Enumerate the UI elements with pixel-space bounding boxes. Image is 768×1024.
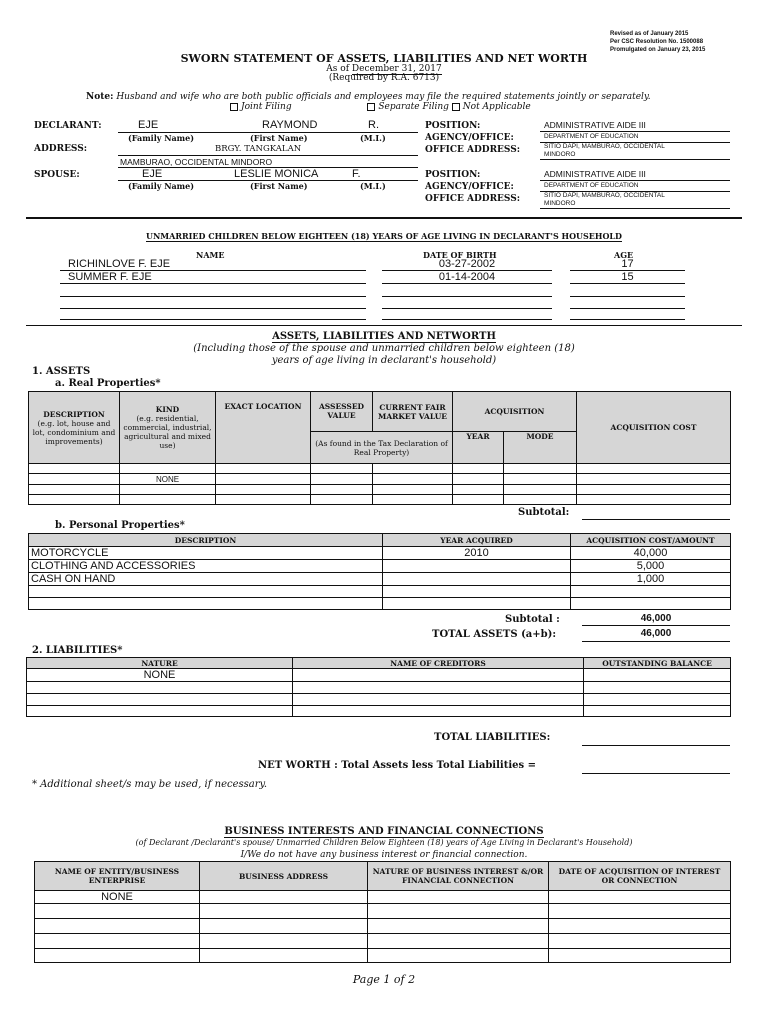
personal-cost[interactable]: 40,000 — [571, 547, 731, 560]
subtotal-line — [582, 625, 730, 626]
business-title-text: BUSINESS INTERESTS AND FINANCIAL CONNECTIONS — [224, 826, 544, 837]
table-cell[interactable] — [216, 474, 311, 485]
table-cell[interactable] — [584, 682, 731, 694]
as-of-label: As of — [326, 64, 350, 74]
col-description-label: DESCRIPTION — [43, 409, 105, 419]
personal-subtotal-label: Subtotal : — [505, 614, 560, 625]
table-cell[interactable] — [368, 949, 549, 963]
table-cell[interactable] — [200, 891, 368, 904]
tax-declaration-note: (As found in the Tax Declaration of Real Property) — [311, 432, 453, 464]
personal-properties-heading: b. Personal Properties* — [55, 520, 185, 531]
col-mode: MODE — [504, 432, 577, 464]
separate-filing-label: Separate Filing — [378, 102, 449, 112]
as-of-date: December 31, 2017 — [351, 64, 442, 74]
personal-description[interactable]: CLOTHING AND ACCESSORIES — [29, 560, 383, 573]
table-cell[interactable] — [293, 706, 584, 717]
table-cell[interactable] — [453, 474, 504, 485]
liabilities-table — [26, 657, 731, 717]
agency-label: AGENCY/OFFICE: — [425, 133, 514, 143]
checkbox-icon — [452, 103, 460, 111]
table-cell[interactable] — [571, 586, 731, 598]
col-assessed-value: ASSESSED VALUE — [311, 392, 373, 432]
real-subtotal-line — [582, 519, 730, 520]
col-date-of-acquisition: DATE OF ACQUISITION OF INTEREST OR CONNECTION — [549, 862, 731, 891]
personal-subtotal-value: 46,000 — [640, 613, 672, 624]
not-applicable-option[interactable] — [452, 102, 531, 112]
table-cell[interactable] — [311, 464, 373, 474]
revision-line: Per CSC Resolution No. 1500088 — [610, 39, 704, 45]
col-kind — [120, 392, 216, 464]
table-cell[interactable] — [35, 934, 200, 949]
col-description-sub: (e.g. lot, house and lot, condominium and improvements) — [32, 418, 116, 446]
office-underline — [540, 208, 730, 209]
table-row — [29, 560, 731, 573]
col-balance: OUTSTANDING BALANCE — [584, 658, 731, 669]
table-cell[interactable] — [368, 919, 549, 934]
col-description: DESCRIPTION — [29, 534, 383, 547]
alnw-title — [0, 331, 768, 342]
position-label: POSITION: — [425, 121, 481, 131]
col-nature-of-interest: NATURE OF BUSINESS INTEREST &/OR FINANCIAL CONNECTION — [368, 862, 549, 891]
business-none-cell[interactable]: NONE — [35, 891, 200, 904]
total-assets-label: TOTAL ASSETS (a+b): — [432, 629, 557, 640]
real-properties-table — [28, 391, 731, 505]
children-col-dob: DATE OF BIRTH — [423, 250, 497, 260]
liabilities-heading: 2. LIABILITIES* — [32, 645, 123, 656]
family-name-caption: (Family Name) — [128, 133, 195, 143]
note-line — [86, 92, 651, 102]
table-cell[interactable] — [216, 495, 311, 505]
form-title: SWORN STATEMENT OF ASSETS, LIABILITIES AND NET WORTH — [180, 52, 588, 65]
personal-cost[interactable]: 1,000 — [571, 573, 731, 586]
table-cell[interactable] — [200, 949, 368, 963]
children-col-age: AGE — [614, 250, 634, 260]
declarant-position[interactable]: ADMINISTRATIVE AIDE III — [544, 120, 646, 130]
office-address-label: OFFICE ADDRESS: — [425, 145, 521, 155]
col-year-acquired: YEAR ACQUIRED — [383, 534, 571, 547]
table-cell[interactable] — [27, 706, 293, 717]
table-cell[interactable] — [549, 949, 731, 963]
table-cell[interactable] — [504, 474, 577, 485]
children-title-text: UNMARRIED CHILDREN BELOW EIGHTEEN (18) YEARS OF AGE LIVING IN DECLARANT'S HOUSEHOLD — [146, 231, 622, 241]
net-worth-line — [582, 773, 730, 774]
position-underline — [540, 131, 730, 132]
table-cell[interactable] — [216, 464, 311, 474]
table-cell[interactable] — [200, 934, 368, 949]
separate-filing-option[interactable] — [367, 102, 449, 112]
declarant-agency[interactable]: DEPARTMENT OF EDUCATION — [544, 133, 639, 140]
business-table — [34, 861, 731, 963]
total-liabilities-line — [582, 745, 730, 746]
filing-options — [230, 102, 531, 112]
children-col-name: NAME — [196, 250, 225, 260]
family-name-caption: (Family Name) — [128, 181, 195, 191]
declarant-label: DECLARANT: — [34, 121, 102, 131]
col-kind-label: KIND — [155, 405, 180, 414]
table-cell[interactable] — [584, 706, 731, 717]
table-cell[interactable] — [200, 904, 368, 919]
table-cell[interactable] — [293, 694, 584, 706]
spouse-office-address-2[interactable]: MINDORO — [544, 200, 576, 207]
revision-line: Revised as of January 2015 — [610, 31, 689, 37]
col-acquisition: ACQUISITION — [453, 392, 577, 432]
real-subtotal-label: Subtotal: — [518, 507, 570, 518]
col-business-address: BUSINESS ADDRESS — [200, 862, 368, 891]
mi-caption: (M.I.) — [360, 181, 386, 191]
liabilities-none-cell[interactable]: NONE — [27, 669, 293, 682]
declarant-family-name[interactable]: EJE — [138, 119, 159, 131]
business-subtitle: (of Declarant /Declarant's spouse/ Unmarried Children Below Eighteen (18) years of Age Living in Declarant's Household) — [135, 838, 633, 847]
table-cell[interactable] — [571, 598, 731, 610]
child-name[interactable]: SUMMER F. EJE — [68, 271, 152, 283]
joint-filing-option[interactable] — [230, 102, 292, 112]
table-cell[interactable] — [373, 495, 453, 505]
note-text: Husband and wife who are both public officials and employees may file the required statements jointly or separately. — [116, 92, 651, 102]
table-cell[interactable] — [549, 891, 731, 904]
table-cell[interactable] — [27, 682, 293, 694]
col-creditors: NAME OF CREDITORS — [293, 658, 584, 669]
spouse-position[interactable]: ADMINISTRATIVE AIDE III — [544, 169, 646, 179]
child-age[interactable]: 17 — [621, 258, 634, 270]
table-cell[interactable] — [453, 495, 504, 505]
table-cell[interactable] — [35, 919, 200, 934]
declarant-office-address-1[interactable]: SITIO DAPI, MAMBURAO, OCCIDENTAL — [544, 143, 665, 150]
section-divider — [26, 217, 742, 219]
table-cell[interactable] — [35, 904, 200, 919]
personal-description[interactable]: MOTORCYCLE — [29, 547, 383, 560]
required-line: (Required by R.A. 6713) — [328, 73, 440, 83]
spouse-agency[interactable]: DEPARTMENT OF EDUCATION — [544, 182, 639, 189]
personal-year[interactable]: 2010 — [383, 547, 571, 560]
child-name[interactable]: RICHINLOVE F. EJE — [68, 258, 171, 270]
office-address-label: OFFICE ADDRESS: — [425, 194, 521, 204]
alnw-subtitle: (Including those of the spouse and unmarried children below eighteen (18) — [193, 343, 575, 354]
table-cell[interactable] — [453, 485, 504, 495]
col-acquisition-cost: ACQUISITION COST — [577, 392, 731, 464]
address-underline — [118, 155, 418, 156]
children-title — [0, 231, 768, 241]
section-divider — [26, 325, 742, 326]
table-cell[interactable] — [577, 474, 731, 485]
spouse-family-name[interactable]: EJE — [142, 168, 163, 180]
real-properties-heading: a. Real Properties* — [55, 378, 161, 389]
table-row — [29, 573, 731, 586]
table-cell[interactable] — [453, 464, 504, 474]
table-cell[interactable] — [383, 598, 571, 610]
child-dob[interactable]: 01-14-2004 — [438, 271, 496, 283]
spouse-office-address-1[interactable]: SITIO DAPI, MAMBURAO, OCCIDENTAL — [544, 192, 665, 199]
table-cell[interactable] — [311, 474, 373, 485]
child-dob[interactable]: 03-27-2002 — [438, 258, 496, 270]
personal-description[interactable]: CASH ON HAND — [29, 573, 383, 586]
position-label: POSITION: — [425, 170, 481, 180]
position-underline — [540, 180, 730, 181]
table-cell[interactable] — [29, 464, 120, 474]
table-cell[interactable] — [577, 485, 731, 495]
spouse-first-name[interactable]: LESLIE MONICA — [234, 168, 319, 180]
mi-caption: (M.I.) — [360, 133, 386, 143]
table-cell[interactable] — [216, 485, 311, 495]
table-cell[interactable] — [504, 464, 577, 474]
col-kind-sub: (e.g. residential, commercial, industrial, agricultural and mixed use) — [123, 414, 212, 450]
col-nature: NATURE — [27, 658, 293, 669]
joint-filing-label: Joint Filing — [241, 102, 292, 112]
table-cell[interactable] — [373, 464, 453, 474]
col-year: YEAR — [453, 432, 504, 464]
table-cell[interactable] — [29, 586, 383, 598]
page-number: Page 1 of 2 — [352, 973, 416, 986]
real-none-cell[interactable]: NONE — [120, 474, 216, 485]
table-cell[interactable] — [584, 669, 731, 682]
table-cell[interactable] — [29, 598, 383, 610]
table-cell[interactable] — [577, 495, 731, 505]
table-cell[interactable] — [584, 694, 731, 706]
office-underline — [540, 159, 730, 160]
business-statement[interactable]: I/We do not have any business interest or financial connection. — [240, 850, 528, 860]
table-cell[interactable] — [120, 485, 216, 495]
spouse-label: SPOUSE: — [34, 170, 80, 180]
assets-heading: 1. ASSETS — [32, 366, 91, 377]
table-cell[interactable] — [311, 485, 373, 495]
business-title — [0, 826, 768, 837]
table-cell[interactable] — [29, 474, 120, 485]
declarant-office-address-2[interactable]: MINDORO — [544, 151, 576, 158]
additional-sheets-note: * Additional sheet/s may be used, if necessary. — [32, 779, 268, 790]
col-fair-market-value: CURRENT FAIR MARKET VALUE — [373, 392, 453, 432]
col-entity-name: NAME OF ENTITY/BUSINESS ENTERPRISE — [35, 862, 200, 891]
table-cell[interactable] — [373, 474, 453, 485]
personal-cost[interactable]: 5,000 — [571, 560, 731, 573]
table-cell[interactable] — [549, 934, 731, 949]
table-cell[interactable] — [293, 669, 584, 682]
col-location: EXACT LOCATION — [216, 392, 311, 464]
table-cell[interactable] — [29, 485, 120, 495]
table-cell[interactable] — [504, 485, 577, 495]
personal-year[interactable] — [383, 573, 571, 586]
col-description — [29, 392, 120, 464]
spouse-mi[interactable]: F. — [352, 168, 361, 180]
address-label: ADDRESS: — [34, 144, 88, 154]
total-assets-line — [582, 641, 730, 642]
table-cell[interactable] — [120, 495, 216, 505]
revision-note — [610, 30, 705, 54]
alnw-subtitle: years of age living in declarant's household) — [271, 355, 497, 366]
table-cell[interactable] — [549, 904, 731, 919]
checkbox-icon — [367, 103, 375, 111]
table-cell[interactable] — [368, 891, 549, 904]
agency-label: AGENCY/OFFICE: — [425, 182, 514, 192]
table-cell[interactable] — [549, 919, 731, 934]
net-worth-label: NET WORTH : Total Assets less Total Liabilities = — [258, 760, 536, 771]
not-applicable-label: Not Applicable — [462, 102, 531, 112]
col-acquisition-cost: ACQUISITION COST/AMOUNT — [571, 534, 731, 547]
table-row — [29, 547, 731, 560]
address-line-1[interactable]: BRGY. TANGKALAN — [215, 144, 302, 154]
table-cell[interactable] — [120, 464, 216, 474]
revision-line: Promulgated on January 23, 2015 — [610, 47, 706, 53]
address-line-2[interactable]: MAMBURAO, OCCIDENTAL MINDORO — [120, 157, 273, 167]
declarant-mi[interactable]: R. — [368, 119, 379, 131]
table-cell[interactable] — [504, 495, 577, 505]
alnw-title-text: ASSETS, LIABILITIES AND NETWORTH — [272, 331, 496, 342]
table-cell[interactable] — [293, 682, 584, 694]
table-cell[interactable] — [577, 464, 731, 474]
total-liabilities-label: TOTAL LIABILITIES: — [434, 732, 551, 743]
table-cell[interactable] — [35, 949, 200, 963]
total-assets-value: 46,000 — [640, 628, 672, 639]
table-cell[interactable] — [29, 495, 120, 505]
checkbox-icon — [230, 103, 238, 111]
table-cell[interactable] — [27, 694, 293, 706]
declarant-first-name[interactable]: RAYMOND — [262, 119, 318, 131]
table-cell[interactable] — [368, 934, 549, 949]
personal-year[interactable] — [383, 560, 571, 573]
table-cell[interactable] — [200, 919, 368, 934]
table-cell[interactable] — [373, 485, 453, 495]
first-name-caption: (First Name) — [250, 181, 308, 191]
table-cell[interactable] — [383, 586, 571, 598]
note-label: Note: — [86, 92, 114, 102]
child-age[interactable]: 15 — [621, 271, 634, 283]
first-name-caption: (First Name) — [250, 133, 308, 143]
table-cell[interactable] — [368, 904, 549, 919]
personal-properties-table — [28, 533, 731, 610]
table-cell[interactable] — [311, 495, 373, 505]
